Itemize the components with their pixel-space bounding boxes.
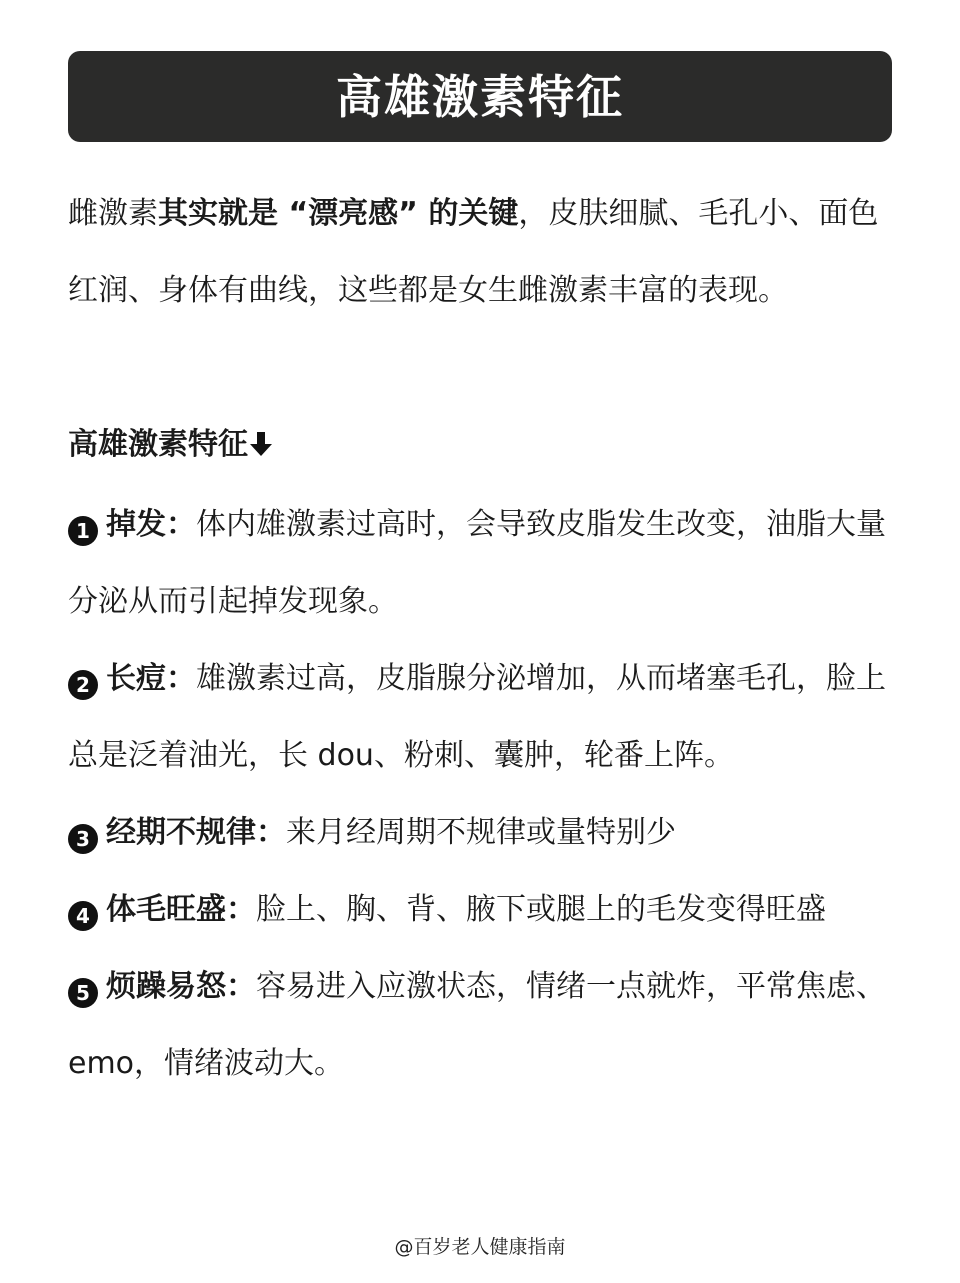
list-item-1 <box>68 486 892 640</box>
intro-text-1: 雌激素 <box>68 196 158 231</box>
footer-credit: @百岁老人健康指南 <box>394 1236 566 1258</box>
item-term: 掉发： <box>106 507 196 542</box>
section-heading-text: 高雄激素特征 <box>68 427 248 462</box>
intro-paragraph <box>68 175 892 329</box>
list-item-3 <box>68 794 892 871</box>
item-desc: 容易进入应激状态，情绪一点就炸，平常焦虑、emo，情绪波动大。 <box>68 969 886 1081</box>
intro-highlight: 其实就是 “漂亮感” 的关键 <box>158 196 519 231</box>
item-desc: 来月经周期不规律或量特别少 <box>286 815 676 850</box>
section-heading <box>68 406 892 486</box>
item-desc: 脸上、胸、背、腋下或腿上的毛发变得旺盛 <box>256 892 826 927</box>
item-term: 烦躁易怒： <box>106 969 256 1004</box>
item-desc: 体内雄激素过高时，会导致皮脂发生改变，油脂大量分泌从而引起掉发现象。 <box>68 507 886 619</box>
item-desc: 雄激素过高，皮脂腺分泌增加，从而堵塞毛孔，脸上总是泛着油光，长 dou、粉刺、囊肿，轮番上阵。 <box>68 661 886 773</box>
article-body <box>68 175 892 1102</box>
list-item-2 <box>68 640 892 794</box>
number-badge-3: 3 <box>68 824 98 854</box>
item-term: 体毛旺盛： <box>106 892 256 927</box>
down-arrow-icon <box>250 409 272 486</box>
page-title: 高雄激素特征 <box>336 69 624 124</box>
list-item-5 <box>68 948 892 1102</box>
number-badge-4: 4 <box>68 901 98 931</box>
title-banner <box>68 51 892 142</box>
number-badge-1: 1 <box>68 516 98 546</box>
item-term: 经期不规律： <box>106 815 286 850</box>
number-badge-5: 5 <box>68 978 98 1008</box>
spacer <box>68 329 892 406</box>
number-badge-2: 2 <box>68 670 98 700</box>
item-term: 长痘： <box>106 661 196 696</box>
list-item-4 <box>68 871 892 948</box>
intro-text-2: ，皮肤细腻、毛孔小、面色红润、身体有曲线，这些都是女生雌激素丰富的表现。 <box>68 196 879 308</box>
